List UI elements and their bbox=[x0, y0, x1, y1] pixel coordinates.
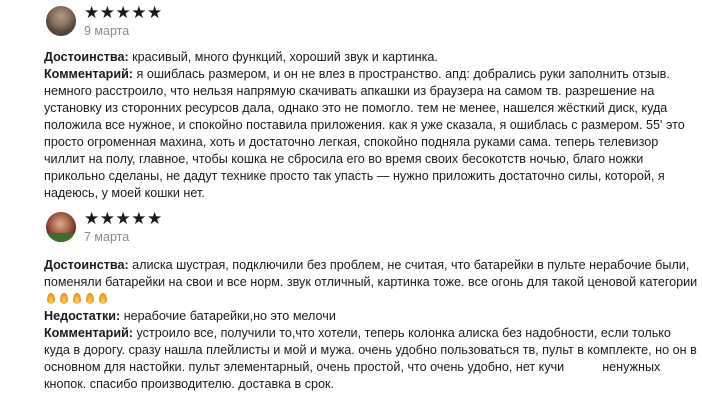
review-date: 7 марта bbox=[84, 230, 130, 244]
pros-section bbox=[44, 49, 698, 66]
comment-section bbox=[44, 66, 698, 202]
user-avatar[interactable] bbox=[46, 6, 76, 36]
review-header bbox=[44, 206, 698, 250]
fire-emoji-icon bbox=[60, 293, 68, 304]
pros-label: Достоинства: bbox=[44, 50, 129, 64]
fire-emoji-icon bbox=[47, 293, 55, 304]
cons-text: нерабочие батарейки,но это мелочи bbox=[120, 309, 336, 323]
fire-emoji-row bbox=[44, 292, 109, 306]
user-avatar[interactable] bbox=[46, 212, 76, 242]
comment-label: Комментарий: bbox=[44, 326, 133, 340]
review-body bbox=[44, 257, 698, 393]
fire-emoji-icon bbox=[73, 293, 81, 304]
pros-section bbox=[44, 257, 698, 308]
comment-section bbox=[44, 325, 698, 393]
comment-label: Комментарий: bbox=[44, 67, 133, 81]
pros-label: Достоинства: bbox=[44, 258, 129, 272]
cons-label: Недостатки: bbox=[44, 309, 121, 323]
fire-emoji-icon bbox=[99, 293, 107, 304]
review-card bbox=[44, 206, 698, 393]
pros-text: алиска шустрая, подключили без проблем, не считая, что батарейки в пульте нерабочие были, поменяли батарейки на свои и все норм. звук отличный, картинка тоже. все огонь для такой ценовой категории bbox=[44, 258, 698, 289]
review-header bbox=[44, 0, 698, 44]
fire-emoji-icon bbox=[86, 293, 94, 304]
comment-text: я ошиблась размером, и он не влез в пространство. апд: добрались руки заполнить отзыв. немного расстроило, что нельзя напрямую скачивать апкашки из браузера на самом тв. разрешение на установку из сторонних ресурсов дала, однако это не помогло. тем не менее, нашелся жёсткий диск, куда положила все нужное, и спокойно поставила приложения. как я уже сказала, я ошиблась с размером. 55' это просто огроменная махина, хоть и достаточно легкая, спокойно подняла руками сама. теперь телевизор чиллит на полу, главное, чтобы кошка не сбросила его во время своих бесокотств ночью, благо ножки прикольно сделаны, не дадут технике просто так упасть — нужно приложить достаточно силы, которой, я надеюсь, у моей кошки нет. bbox=[44, 67, 685, 200]
comment-text-continued: ненужных кнопок. спасибо производителю. доставка в срок. bbox=[44, 360, 661, 391]
pros-text: красивый, много функций, хороший звук и картинка. bbox=[128, 50, 438, 64]
comment-text: устроило все, получили то,что хотели, теперь колонка алиска без надобности, если только куда в дорогу. сразу нашла плейлисты и мой и мужа. очень удобно пользоваться тв, пульт в комплекте, но он в основном для настойки. пульт элементарный, очень простой, что очень удобно, нет кучи bbox=[44, 326, 697, 374]
cons-section bbox=[44, 308, 698, 325]
rating-stars: ★★★★★ bbox=[84, 3, 163, 22]
review-card bbox=[44, 0, 698, 202]
review-date: 9 марта bbox=[84, 24, 130, 38]
review-body bbox=[44, 49, 698, 202]
rating-stars: ★★★★★ bbox=[84, 209, 163, 228]
